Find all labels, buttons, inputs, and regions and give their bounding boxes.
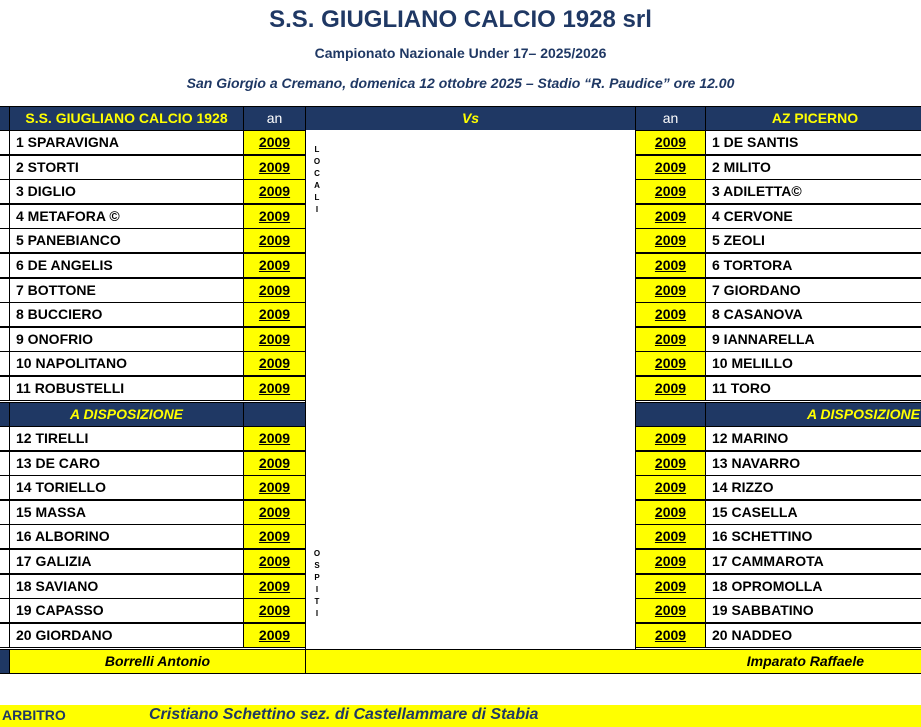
away-player-name: 2 MILITO: [705, 155, 921, 180]
away-player-year: 2009: [635, 228, 706, 253]
away-team-header: AZ PICERNO: [705, 106, 921, 131]
home-player-year: 2009: [243, 475, 306, 500]
home-player-name: 11 ROBUSTELLI: [9, 376, 244, 401]
home-player-year: 2009: [243, 327, 306, 352]
away-player-name: 18 OPROMOLLA: [705, 574, 921, 599]
away-player-year: 2009: [635, 155, 706, 180]
home-player-name: 14 TORIELLO: [9, 475, 244, 500]
away-player-name: 20 NADDEO: [705, 623, 921, 648]
away-player-year: 2009: [635, 302, 706, 327]
home-player-name: 1 SPARAVIGNA: [9, 130, 244, 155]
away-player-name: 9 IANNARELLA: [705, 327, 921, 352]
home-coach: Borrelli Antonio: [9, 649, 306, 674]
away-player-name: 7 GIORDANO: [705, 278, 921, 303]
away-year-header: an: [635, 106, 706, 131]
home-player-name: 18 SAVIANO: [9, 574, 244, 599]
away-player-name: 10 MELILLO: [705, 351, 921, 376]
home-player-year: 2009: [243, 574, 306, 599]
home-player-name: 9 ONOFRIO: [9, 327, 244, 352]
away-player-name: 15 CASELLA: [705, 500, 921, 525]
home-player-name: 2 STORTI: [9, 155, 244, 180]
away-player-year: 2009: [635, 351, 706, 376]
home-bench-header: A DISPOSIZIONE: [9, 402, 244, 427]
home-player-year: 2009: [243, 549, 306, 574]
away-player-name: 11 TORO: [705, 376, 921, 401]
home-player-name: 16 ALBORINO: [9, 524, 244, 549]
away-player-name: 1 DE SANTIS: [705, 130, 921, 155]
home-player-name: 8 BUCCIERO: [9, 302, 244, 327]
away-player-year: 2009: [635, 376, 706, 401]
away-player-name: 13 NAVARRO: [705, 451, 921, 476]
match-venue: San Giorgio a Cremano, domenica 12 ottobre 2025 – Stadio “R. Paudice” ore 12.00: [186, 75, 735, 91]
away-player-year: 2009: [635, 574, 706, 599]
away-player-year: 2009: [635, 426, 706, 451]
away-player-year: 2009: [635, 204, 706, 229]
vs-header: Vs: [305, 106, 636, 131]
home-player-year: 2009: [243, 204, 306, 229]
home-player-year: 2009: [243, 500, 306, 525]
ospiti-label: O S P I T I: [313, 549, 321, 618]
away-player-name: 16 SCHETTINO: [705, 524, 921, 549]
home-player-name: 3 DIGLIO: [9, 179, 244, 204]
away-bench-header: A DISPOSIZIONE: [705, 402, 921, 427]
away-player-year: 2009: [635, 130, 706, 155]
away-player-name: 17 CAMMAROTA: [705, 549, 921, 574]
referee-label: ARBITRO: [0, 705, 143, 727]
home-player-name: 20 GIORDANO: [9, 623, 244, 648]
away-player-name: 6 TORTORA: [705, 253, 921, 278]
home-player-name: 5 PANEBIANCO: [9, 228, 244, 253]
home-player-year: 2009: [243, 451, 306, 476]
home-player-year: 2009: [243, 351, 306, 376]
home-player-name: 17 GALIZIA: [9, 549, 244, 574]
home-player-year: 2009: [243, 426, 306, 451]
away-player-year: 2009: [635, 598, 706, 623]
away-player-name: 4 CERVONE: [705, 204, 921, 229]
away-player-year: 2009: [635, 278, 706, 303]
home-year-header: an: [243, 106, 306, 131]
locali-label: L O C A L I: [313, 145, 321, 214]
home-player-year: 2009: [243, 253, 306, 278]
away-player-name: 12 MARINO: [705, 426, 921, 451]
home-player-name: 4 METAFORA ©: [9, 204, 244, 229]
away-player-year: 2009: [635, 524, 706, 549]
page-subtitle: Campionato Nazionale Under 17– 2025/2026: [314, 45, 607, 61]
home-player-name: 15 MASSA: [9, 500, 244, 525]
page-title: S.S. GIUGLIANO CALCIO 1928 srl: [269, 6, 652, 33]
away-player-name: 19 SABBATINO: [705, 598, 921, 623]
home-player-name: 19 CAPASSO: [9, 598, 244, 623]
away-player-year: 2009: [635, 327, 706, 352]
away-player-year: 2009: [635, 475, 706, 500]
home-player-year: 2009: [243, 278, 306, 303]
home-player-year: 2009: [243, 228, 306, 253]
away-coach: Imparato Raffaele: [305, 649, 921, 674]
home-player-year: 2009: [243, 376, 306, 401]
home-player-year: 2009: [243, 524, 306, 549]
away-player-year: 2009: [635, 500, 706, 525]
away-player-name: 3 ADILETTA©: [705, 179, 921, 204]
home-player-year: 2009: [243, 302, 306, 327]
home-player-name: 13 DE CARO: [9, 451, 244, 476]
away-player-year: 2009: [635, 451, 706, 476]
home-player-name: 10 NAPOLITANO: [9, 351, 244, 376]
home-player-year: 2009: [243, 155, 306, 180]
away-player-year: 2009: [635, 179, 706, 204]
away-player-name: 8 CASANOVA: [705, 302, 921, 327]
home-player-name: 6 DE ANGELIS: [9, 253, 244, 278]
home-bench-year-header: [243, 402, 306, 427]
home-player-year: 2009: [243, 179, 306, 204]
home-player-year: 2009: [243, 130, 306, 155]
middle-column: [305, 130, 636, 650]
home-team-header: S.S. GIUGLIANO CALCIO 1928: [9, 106, 244, 131]
away-player-year: 2009: [635, 549, 706, 574]
home-player-name: 7 BOTTONE: [9, 278, 244, 303]
away-player-year: 2009: [635, 623, 706, 648]
away-player-name: 14 RIZZO: [705, 475, 921, 500]
away-player-year: 2009: [635, 253, 706, 278]
away-player-name: 5 ZEOLI: [705, 228, 921, 253]
away-bench-year-header: [635, 402, 706, 427]
referee-name: Cristiano Schettino sez. di Castellammare di Stabia: [143, 705, 921, 727]
home-player-name: 12 TIRELLI: [9, 426, 244, 451]
home-player-year: 2009: [243, 598, 306, 623]
home-player-year: 2009: [243, 623, 306, 648]
